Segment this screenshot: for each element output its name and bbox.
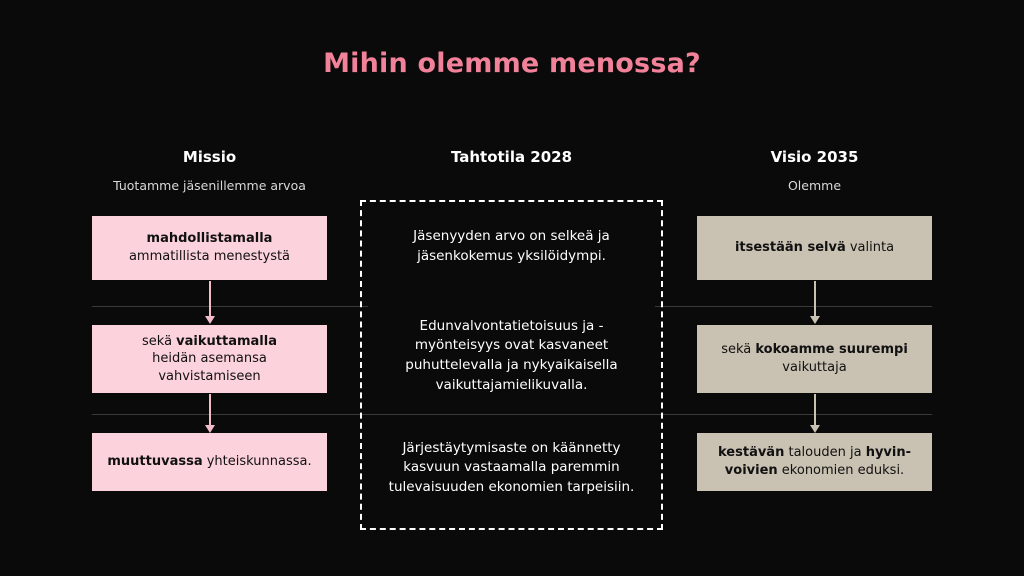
mission-box-2-text: heidän asemansa vahvistamiseen [152, 351, 267, 384]
vision-box-2-prefix: sekä [721, 342, 756, 358]
vision-box-2-bold: kokoamme suurempi [755, 342, 908, 358]
vision-box-3 [697, 433, 932, 491]
target-box-2 [368, 306, 655, 406]
column-vision [697, 148, 932, 193]
column-mission-heading: Missio [182, 148, 237, 166]
mission-box-3-text: yhteiskunnassa. [202, 454, 312, 470]
mission-box-3-bold: muuttuvassa [107, 454, 203, 470]
column-target [360, 148, 663, 166]
arrow-mission-1 [209, 281, 211, 317]
mission-box-1-bold: mahdollistamalla [146, 231, 273, 247]
column-target-heading: Tahtotila 2028 [450, 148, 573, 166]
column-mission-subheading: Tuotamme jäsenillemme arvoa [113, 178, 306, 193]
mission-box-2 [92, 325, 327, 393]
vision-box-2-text: vaikuttaja [782, 360, 847, 375]
mission-box-2-prefix: sekä [142, 333, 177, 349]
vision-box-1-bold: itsestään selvä [734, 240, 846, 256]
vision-box-1-text: valinta [845, 240, 895, 256]
mission-box-1-text: ammatillista menestystä [128, 249, 291, 264]
target-box-1-text: Jäsenyyden arvo on selkeä ja jäsenkokemus yksilöidympi. [413, 228, 610, 264]
column-vision-subheading: Olemme [787, 178, 842, 193]
arrow-vision-1 [814, 281, 816, 317]
target-box-3 [368, 418, 655, 518]
arrow-mission-2 [209, 394, 211, 426]
target-box-2-text: Edunvalvontatietoisuus ja -myönteisyys ovat kasvaneet puhuttelevalla ja nykyaikaisella vaikuttajamielikuvalla. [405, 317, 618, 393]
vision-box-2 [697, 325, 932, 393]
column-vision-heading: Visio 2035 [770, 148, 859, 166]
vision-box-3-bold-two: hyvin-voivien [724, 445, 911, 478]
target-box-1 [368, 214, 655, 280]
mission-box-2-bold: vaikuttamalla [176, 333, 277, 349]
vision-box-1 [697, 216, 932, 280]
column-mission [92, 148, 327, 193]
page-title: Mihin olemme menossa? [323, 48, 701, 79]
mission-box-1 [92, 216, 327, 280]
vision-box-3-mid: talouden ja [784, 445, 866, 461]
mission-box-3 [92, 433, 327, 491]
arrow-vision-2 [814, 394, 816, 426]
target-box-3-text: Järjestäytymisaste on käännetty kasvuun vastaamalla paremmin tulevaisuuden ekonomien tarpeisiin. [388, 439, 635, 495]
vision-box-3-bold: kestävän [718, 445, 785, 461]
vision-box-3-text: ekonomien eduksi. [777, 463, 905, 478]
